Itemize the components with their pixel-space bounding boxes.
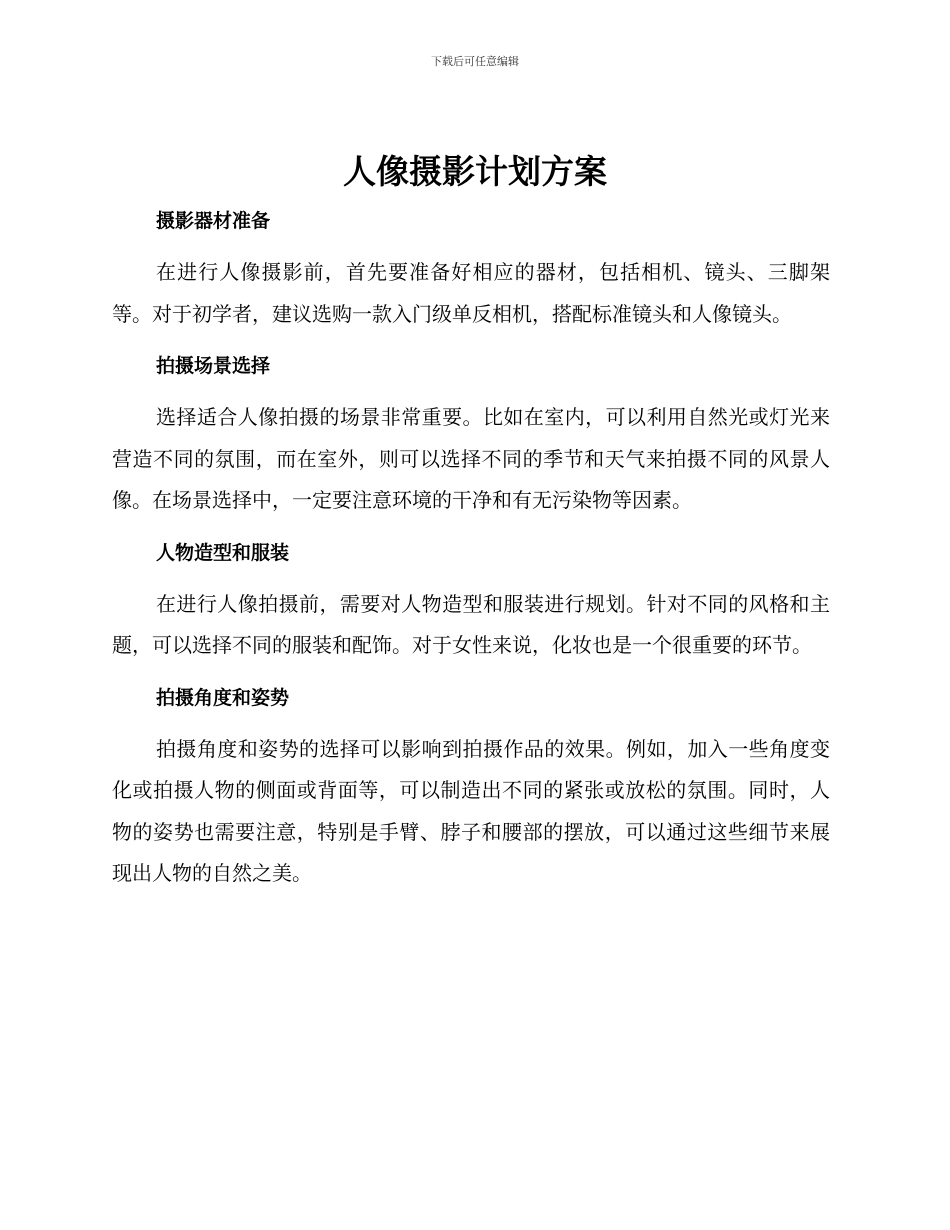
section-heading: 人物造型和服装 <box>156 541 290 564</box>
section-heading: 摄影器材准备 <box>156 210 271 232</box>
section-paragraph: 拍摄角度和姿势的选择可以影响到拍摄作品的效果。例如，加入一些角度变化或拍摄人物的侧面或背面等，可以制造出不同的紧张或放松的氛围。同时，人物的姿势也需要注意，特别是手臂、脖子和腰部的摆放，可以通过这些细节来展现出人物的自然之美。 <box>112 736 830 885</box>
section-angle-pose <box>112 677 830 895</box>
section-paragraph: 在进行人像拍摄前，需要对人物造型和服装进行规划。针对不同的风格和主题，可以选择不同的服装和配饰。对于女性来说，化妆也是一个很重要的环节。 <box>112 591 830 657</box>
section-styling <box>112 532 830 667</box>
section-heading: 拍摄角度和姿势 <box>156 686 290 709</box>
section-paragraph: 选择适合人像拍摄的场景非常重要。比如在室内，可以利用自然光或灯光来营造不同的氛围，而在室外，则可以选择不同的季节和天气来拍摄不同的风景人像。在场景选择中，一定要注意环境的干净和有无污染物等因素。 <box>112 405 830 512</box>
section-equipment <box>112 200 830 335</box>
document-body <box>112 200 830 905</box>
section-heading: 拍摄场景选择 <box>156 355 271 377</box>
section-scene <box>112 345 830 522</box>
page-header-note: 下载后可任意编辑 <box>431 55 519 68</box>
section-paragraph: 在进行人像摄影前，首先要准备好相应的器材，包括相机、镜头、三脚架等。对于初学者，建议选购一款入门级单反相机，搭配标准镜头和人像镜头。 <box>112 260 830 326</box>
document-title: 人像摄影计划方案 <box>343 152 607 191</box>
